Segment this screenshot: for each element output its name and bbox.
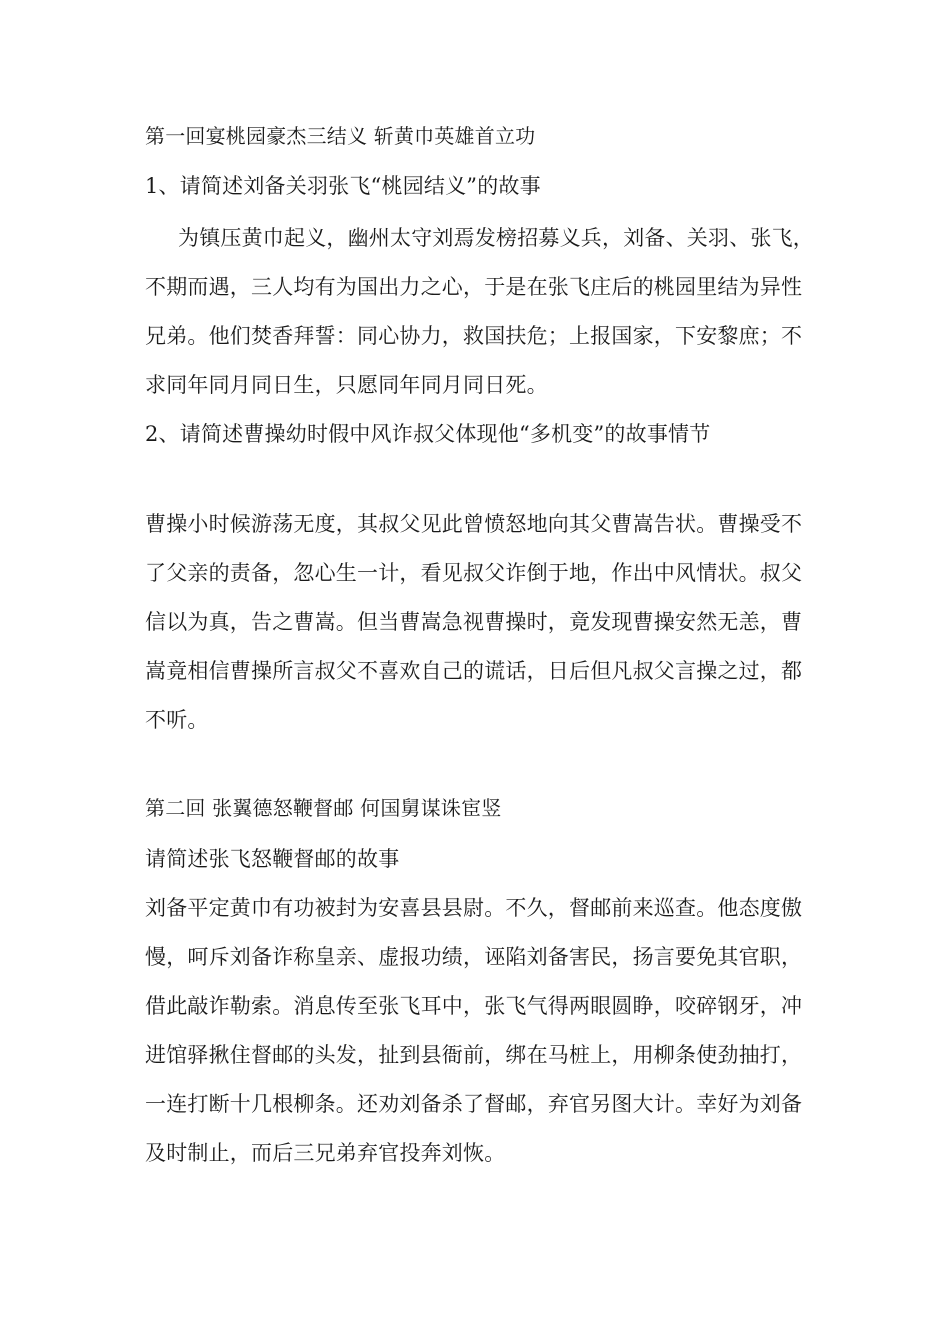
chapter-2-answer-1-line-2: 慢，呵斥刘备诈称皇亲、虚报功绩，诬陷刘备害民，扬言要免其官职， (145, 945, 803, 969)
chapter-1-question-2: 2、请简述曹操幼时假中风诈叔父体现他“多机变”的故事情节 (145, 422, 711, 446)
chapter-2-title: 第二回 张翼德怒鞭督邮 何国舅谋诛宦竖 (145, 796, 502, 820)
chapter-1-answer-1-line-3: 兄弟。他们焚香拜誓：同心协力，救国扶危；上报国家，下安黎庶；不 (145, 324, 803, 348)
chapter-2-answer-1-line-1: 刘备平定黄巾有功被封为安喜县县尉。不久，督邮前来巡查。他态度傲 (145, 896, 803, 920)
chapter-2-answer-1-line-3: 借此敲诈勒索。消息传至张飞耳中，张飞气得两眼圆睁，咬碎钢牙，冲 (145, 994, 803, 1018)
chapter-1-answer-1-line-2: 不期而遇，三人均有为国出力之心，于是在张飞庄后的桃园里结为异性 (145, 275, 803, 299)
chapter-1-question-1: 1、请简述刘备关羽张飞“桃园结义”的故事 (145, 174, 541, 198)
chapter-2-answer-1-line-4: 进馆驿揪住督邮的头发，扯到县衙前，绑在马桩上，用柳条使劲抽打， (145, 1043, 803, 1067)
chapter-1-title: 第一回宴桃园豪杰三结义 斩黄巾英雄首立功 (145, 124, 536, 148)
chapter-1-answer-2-line-2: 了父亲的责备，忽心生一计，看见叔父诈倒于地，作出中风情状。叔父 (145, 561, 803, 585)
chapter-1-answer-2-line-5: 不听。 (145, 708, 209, 732)
chapter-1-answer-1-line-1: 为镇压黄巾起义，幽州太守刘焉发榜招募义兵，刘备、关羽、张飞， (178, 226, 814, 250)
chapter-2-question-1: 请简述张飞怒鞭督邮的故事 (145, 847, 400, 871)
chapter-2-answer-1-line-5: 一连打断十几根柳条。还劝刘备杀了督邮，弃官另图大计。幸好为刘备 (145, 1092, 803, 1116)
chapter-1-answer-2-line-3: 信以为真，告之曹嵩。但当曹嵩急视曹操时，竟发现曹操安然无恙，曹 (145, 610, 803, 634)
chapter-1-answer-1-line-4: 求同年同月同日生，只愿同年同月同日死。 (145, 373, 548, 397)
chapter-1-answer-2-line-4: 嵩竟相信曹操所言叔父不喜欢自己的谎话，日后但凡叔父言操之过，都 (145, 659, 803, 683)
chapter-2-answer-1-line-6: 及时制止，而后三兄弟弃官投奔刘恢。 (145, 1141, 506, 1165)
chapter-1-answer-2-line-1: 曹操小时候游荡无度，其叔父见此曾愤怒地向其父曹嵩告状。曹操受不 (145, 512, 803, 536)
